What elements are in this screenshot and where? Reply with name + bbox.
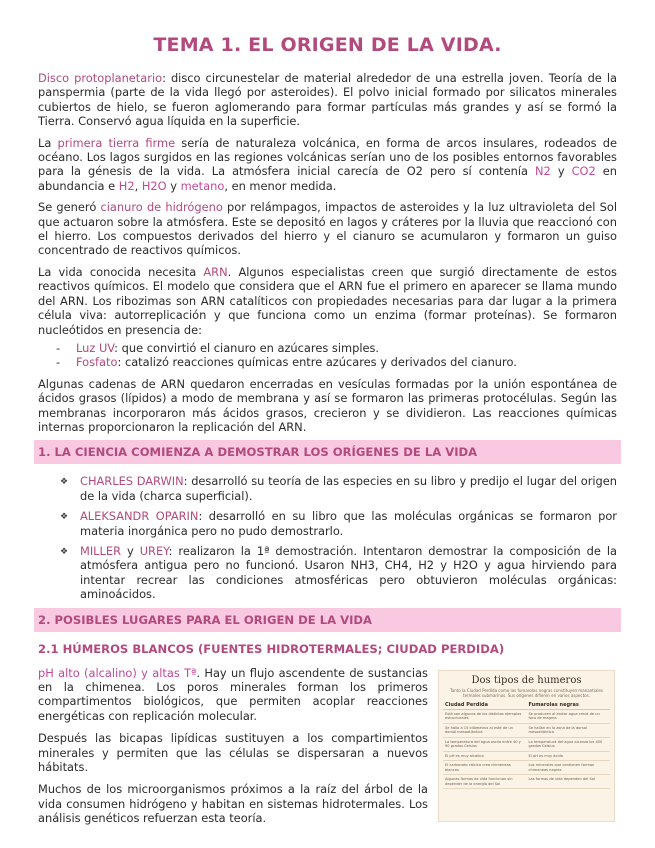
text-p4a: La vida conocida necesita xyxy=(38,264,204,279)
term-ph: pH alto (alcalino) y altas Tª xyxy=(38,665,197,680)
term-darwin: CHARLES DARWIN xyxy=(80,474,184,489)
hydrothermal-section xyxy=(38,666,617,834)
text-p2f: y xyxy=(166,178,181,193)
humeros-figure xyxy=(438,670,615,822)
subsection-heading-2-1: 2.1 HÚMEROS BLANCOS (FUENTES HIDROTERMALES; CIUDAD PERDIDA) xyxy=(38,641,505,656)
text-oparin: : desarrolló en su libro que las moléculas orgánicas se formaron por materia inorgánica pero no pudo demostrarlo. xyxy=(80,509,617,538)
paragraph-disco xyxy=(38,71,617,129)
figure-table xyxy=(443,701,610,790)
term-urey: UREY xyxy=(139,543,169,558)
table-cell: Algunas formas de vida funcionan sin depender de la energía del Sol xyxy=(443,775,527,789)
text-miller-mid: y xyxy=(121,543,140,558)
text-p2g: , en menor medida. xyxy=(224,178,337,193)
text-p3a: Se generó xyxy=(38,200,101,215)
table-row xyxy=(443,761,610,775)
paragraph-microorganismos: Muchos de los microorganismos próximos a la raíz del árbol de la vida consumen hidrógeno y habitan en sistemas hidrotermales. Los análisis genéticos refuerzan esta teoría. xyxy=(38,782,428,826)
section-heading-1: 1. LA CIENCIA COMIENZA A DEMOSTRAR LOS ORÍGENES DE LA VIDA xyxy=(34,440,621,464)
section-heading-2: 2. POSIBLES LUGARES PARA EL ORIGEN DE LA VIDA xyxy=(34,608,621,632)
table-row xyxy=(443,723,610,737)
term-miller: MILLER xyxy=(80,543,121,558)
table-cell: Se producen al brotar agua cerca de un foco de magma xyxy=(527,709,611,723)
table-header-row xyxy=(443,701,610,710)
term-fosfato: Fosfato xyxy=(76,355,118,370)
table-cell: El pH es muy ácido xyxy=(527,751,611,761)
nucleotide-list xyxy=(38,341,617,370)
term-metano: metano xyxy=(180,178,225,193)
paragraph-tierra-firme xyxy=(38,136,617,194)
term-cianuro: cianuro de hidrógeno xyxy=(100,200,223,215)
text-p3b: por relámpagos, impactos de asteroides y la luz ultravioleta del Sol que actuaron sobre la atmósfera. Este se depositó en lagos y cráteres por la lluvia que reaccionó con el hierro. Los compuestos derivados del hierro y el cianuro se acumularon y formaron un guiso concentrado de reactivos químicos. xyxy=(38,200,617,258)
table-row xyxy=(443,737,610,751)
figure-title: Dos tipos de humeros xyxy=(471,674,582,686)
page-title: TEMA 1. EL ORIGEN DE LA VIDA. xyxy=(153,34,502,56)
table-row xyxy=(443,751,610,761)
list-item xyxy=(60,509,617,538)
paragraph-bicapas: Después las bicapas lipídicas sustituyen a los compartimientos minerales y permiten que las células se dispersaran a nuevos hábitats. xyxy=(38,731,428,775)
scientists-list xyxy=(38,474,617,601)
term-arn: ARN xyxy=(203,264,228,279)
text-fosfato: : catalizó reacciones químicas entre azúcares y derivados del cianuro. xyxy=(117,355,517,370)
table-cell: Las formas de vida dependen del Sol xyxy=(527,775,611,789)
table-row xyxy=(443,709,610,723)
table-cell: Se hallan en la zona de la dorsal mesoatlántica xyxy=(527,723,611,737)
text-miller: : realizaron la 1ª demostración. Intentaron demostrar la composición de la atmósfera antigua pero no funcionó. Usaron NH3, CH4, H2 y H2O y agua hirviendo para intentar recrear las condiciones atmosféricas pero obtuvieron moléculas orgánicas: aminoácidos. xyxy=(80,543,617,602)
text-darwin: : desarrolló su teoría de las especies en su libro y predijo el lugar del origen de la vida (charca superficial). xyxy=(80,474,618,503)
table-cell: El pH es muy alcalino xyxy=(443,751,527,761)
list-item xyxy=(56,341,617,355)
term-tierra-firme: primera tierra firme xyxy=(57,135,176,150)
term-disco: Disco protoplanetario xyxy=(38,71,163,85)
text-disco: : disco circunestelar de material alrededor de una estrella joven. Teoría de la panspermia (parte de la vida llegó por asteroides). El polvo inicial formado por silicatos minerales cubiertos de hielo, se fueron aglomerando para formar partículas más grandes y así se formó la Tierra. Conservó agua líquida en la superficie. xyxy=(38,71,617,129)
table-cell: El carbonato cálcico crea chimeneas blancas xyxy=(443,761,527,775)
term-oparin: ALEKSANDR OPARIN xyxy=(80,509,199,524)
term-n2: N2 xyxy=(535,164,551,179)
text-p2a: La xyxy=(38,135,58,150)
list-item xyxy=(60,474,617,503)
table-header-cell: Fumarolas negras xyxy=(527,701,611,710)
table-cell: Los minerales que contienen forman chimeneas negras xyxy=(527,761,611,775)
paragraph-cianuro xyxy=(38,200,617,258)
table-cell: La temperatura del agua oscila entre 40 y 90 grados Celsius xyxy=(443,737,527,751)
text-p4b: . Algunos especialistas creen que surgió directamente de estos reactivos químicos. El modelo que considera que el ARN fue el primero en aparecer se llama mundo del ARN. Los ribozimas son ARN catalíticos con propiedades necesarias para dar lugar a la primera célula viva: autorreplicación y que funciona como un enzima (formar proteínas). Se formaron nucleótidos en presencia de: xyxy=(38,264,617,337)
term-luz-uv: Luz UV xyxy=(76,340,115,355)
paragraph-arn xyxy=(38,265,617,337)
paragraph-protocelulas: Algunas cadenas de ARN quedaron encerradas en vesículas formadas por la unión espontánea de ácidos grasos (lípidos) a modo de membrana y así se formaron las primeras protocélulas. Según las membranas incorporaron más ácidos grasos, crecieron y se dividieron. Las reacciones químicas internas proporcionaron la replicación del ARN. xyxy=(38,376,617,434)
figure-subtitle: Tanto la Ciudad Perdida como las fumarolas negras constituyen manantiales termales submarinos. Sus orígenes difieren en varios aspectos. xyxy=(449,687,604,698)
hydrothermal-text xyxy=(38,666,428,834)
list-item xyxy=(56,355,617,369)
table-header-cell: Ciudad Perdida xyxy=(443,701,527,710)
table-cell: Se halla a 15 kilómetros al este de un dorsal mesoatlántica xyxy=(443,723,527,737)
term-h2o: H2O xyxy=(141,178,167,193)
text-p2b: sería de naturaleza volcánica, en forma de arcos insulares, rodeados de océano. Los lagos surgidos en las regiones volcánicas serían uno de los posibles entornos favorables para la génesis de la vida. La atmósfera inicial carecía de O2 pero sí contenía xyxy=(38,135,617,179)
table-cell: Está son algunos de los distintos ejemplos estructurales xyxy=(443,709,527,723)
term-h2: H2 xyxy=(118,178,135,193)
text-ph: . Hay un flujo ascendente de sustancias en la chimenea. Los poros minerales forman los primeros compartimentos biológicos, que permiten acoplar reacciones energéticas con replicación molecular. xyxy=(38,665,428,723)
text-p2c: y xyxy=(550,164,572,179)
table-cell: La temperatura del agua alcanza los 400 grados Celsius xyxy=(527,737,611,751)
paragraph-ph xyxy=(38,666,428,724)
term-co2: CO2 xyxy=(571,164,596,179)
text-p2d: en abundancia e xyxy=(38,164,618,193)
text-luz-uv: : que convirtió el cianuro en azúcares simples. xyxy=(114,340,380,355)
text-p2e: , xyxy=(134,178,142,193)
list-item xyxy=(60,544,617,602)
table-row xyxy=(443,775,610,789)
